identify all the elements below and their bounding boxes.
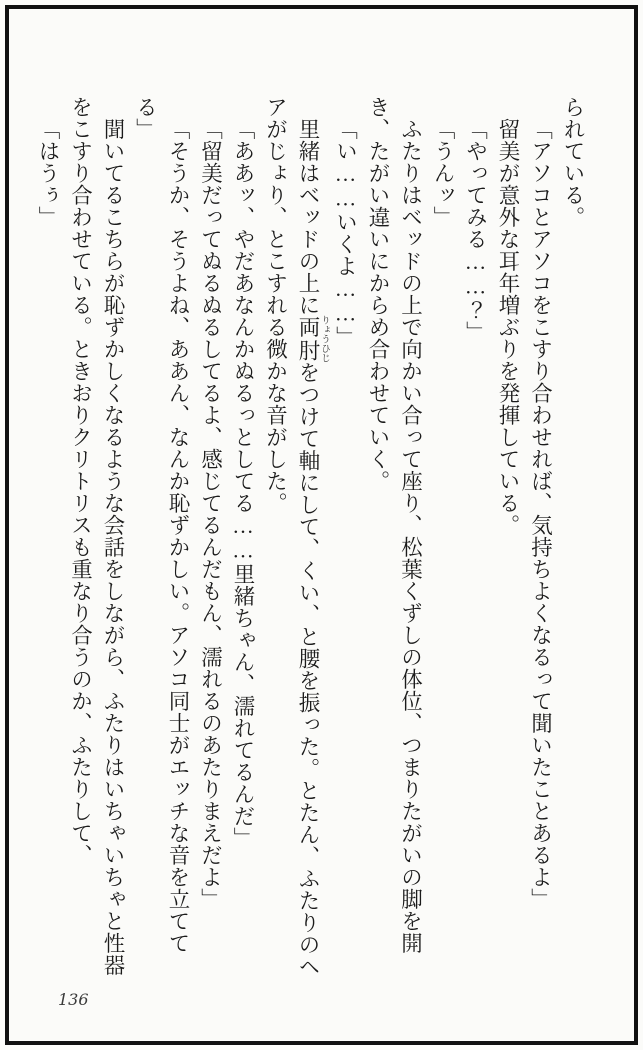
paragraph: 「い……いくよ……」 — [333, 117, 358, 348]
paragraph: 「そうか、そうよね、ああん、なんか恥ずかしい。アソコ同士がエッチな音を立ててる」 — [133, 96, 190, 954]
page-number: 136 — [58, 990, 89, 1009]
paragraph: 聞いてるこちらが恥ずかしくなるような会話をしながら、ふたりはいちゃいちゃと性器をこすり合わせている。ときおりクリトリスも重なり合うのか、ふたりして、 — [68, 96, 125, 976]
text-block — [32, 96, 590, 980]
paragraph: 留美が意外な耳年増ぶりを発揮している。 — [496, 117, 520, 536]
paragraph: 「留美だってぬるぬるしてるよ、感じてるんだもん、濡れるのあたりまえだよ」 — [198, 117, 223, 910]
paragraph: 里緒はベッドの上に両肘 りょうひじをつけて軸にして、くい、と腰を振った。とたん、ふたりのヘアがじょり、とこすれる微かな音がした。 — [263, 96, 329, 978]
paragraph: られている。 — [561, 96, 585, 228]
paragraph: ふたりはベッドの上で向かい合って座り、松葉くずしの体位、つまりたがいの脚を開き、たがい違いにからめ合わせていく。 — [366, 96, 423, 954]
paragraph: 「うんッ」 — [431, 117, 455, 228]
paragraph: 「アソコとアソコをこすり合わせれば、気持ちよくなるって聞いたことあるよ」 — [528, 117, 553, 910]
paragraph: 「はうぅ」 — [36, 117, 60, 228]
ruby-annotated-word: 両肘 りょうひじ — [296, 314, 329, 363]
paragraph: 「やってみる……？」 — [463, 117, 488, 343]
paragraph: 「ああッ、やだあなんかぬるっとしてる……里緒ちゃん、濡れてるんだ」 — [231, 117, 255, 849]
